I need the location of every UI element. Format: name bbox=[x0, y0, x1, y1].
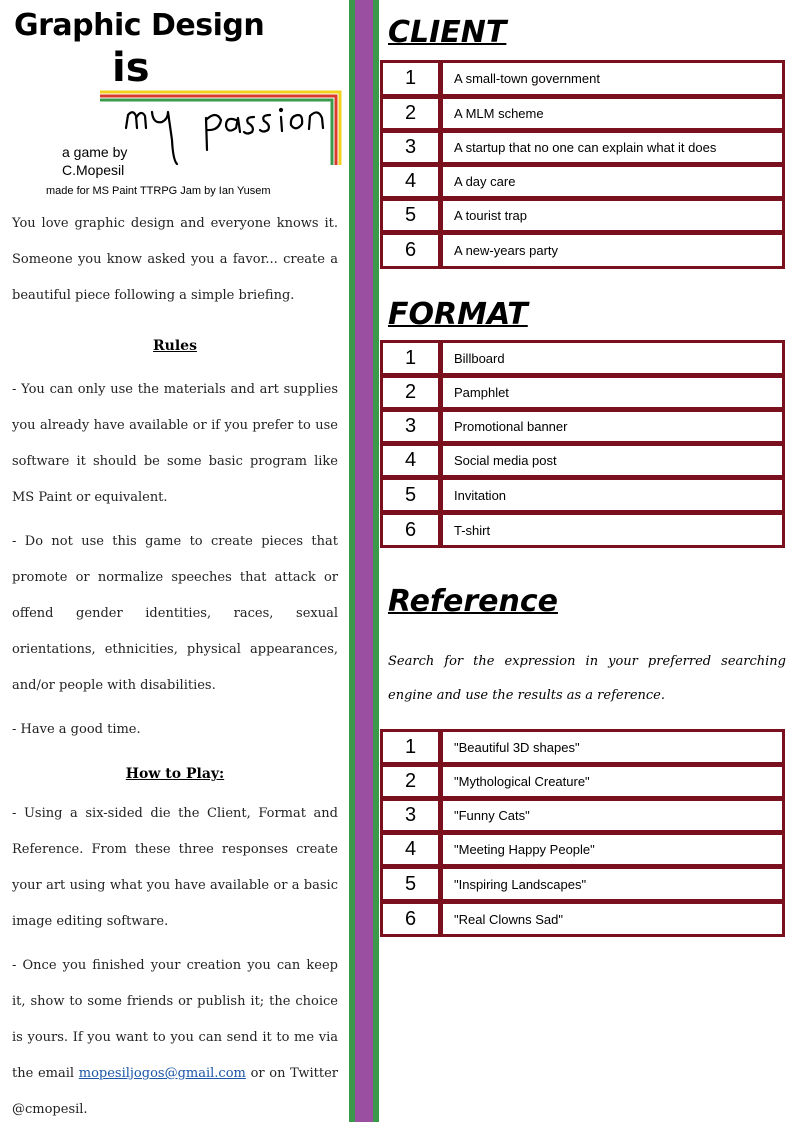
table-cell: A day care bbox=[443, 167, 782, 196]
table-cell: A small-town government bbox=[443, 63, 782, 94]
roll-number: 6 bbox=[383, 904, 438, 934]
rule-item: - Have a good time. bbox=[12, 722, 141, 737]
left-column bbox=[0, 0, 348, 1122]
table-cell: Invitation bbox=[443, 480, 782, 510]
divider-green-bar bbox=[373, 0, 379, 1122]
author-name: C.Mopesil bbox=[62, 162, 125, 178]
table-row bbox=[383, 767, 782, 796]
deco-green-line bbox=[100, 100, 332, 165]
table-cell: Promotional banner bbox=[443, 412, 782, 441]
reference-title: Reference bbox=[388, 584, 558, 619]
table-row bbox=[383, 446, 782, 475]
table-cell: Social media post bbox=[443, 446, 782, 475]
intro-paragraph: You love graphic design and everyone knows it. Someone you know asked you a favor... create a beautiful piece following a simple briefing. bbox=[12, 216, 338, 303]
table-row bbox=[383, 515, 782, 545]
roll-number: 6 bbox=[383, 235, 438, 266]
table-cell: "Real Clowns Sad" bbox=[443, 904, 782, 934]
deco-yellow-line bbox=[100, 92, 340, 165]
client-table bbox=[380, 60, 785, 269]
roll-number: 4 bbox=[383, 167, 438, 196]
table-cell: "Beautiful 3D shapes" bbox=[443, 732, 782, 762]
table-row bbox=[383, 343, 782, 373]
table-cell: A startup that no one can explain what it does bbox=[443, 133, 782, 162]
roll-number: 1 bbox=[383, 732, 438, 762]
table-row bbox=[383, 480, 782, 510]
roll-number: 2 bbox=[383, 99, 438, 128]
roll-number: 2 bbox=[383, 767, 438, 796]
reference-intro: Search for the expression in your preferred searching engine and use the results as a reference. bbox=[388, 654, 786, 703]
roll-number: 5 bbox=[383, 869, 438, 899]
format-table bbox=[380, 340, 785, 548]
table-cell: "Meeting Happy People" bbox=[443, 835, 782, 864]
deco-red-line bbox=[100, 96, 336, 165]
table-cell: A tourist trap bbox=[443, 201, 782, 230]
how-to-play-heading: How to Play: bbox=[125, 766, 225, 782]
byline-label: a game by bbox=[62, 144, 128, 160]
roll-number: 3 bbox=[383, 412, 438, 441]
table-row bbox=[383, 835, 782, 864]
roll-number: 1 bbox=[383, 343, 438, 373]
table-cell: T-shirt bbox=[443, 515, 782, 545]
format-title: FORMAT bbox=[388, 297, 528, 332]
title-is: is bbox=[112, 45, 150, 91]
table-cell: Billboard bbox=[443, 343, 782, 373]
table-cell: Pamphlet bbox=[443, 378, 782, 407]
client-title: CLIENT bbox=[388, 15, 507, 50]
email-link[interactable]: mopesiljogos@gmail.com bbox=[78, 1066, 246, 1081]
table-row bbox=[383, 378, 782, 407]
title-decoration bbox=[0, 0, 348, 200]
roll-number: 5 bbox=[383, 480, 438, 510]
how-to-play-step bbox=[12, 948, 338, 1128]
table-row bbox=[383, 801, 782, 830]
table-row bbox=[383, 412, 782, 441]
table-row bbox=[383, 99, 782, 128]
table-row bbox=[383, 869, 782, 899]
rule-item: - Do not use this game to create pieces that promote or normalize speeches that attack or offend gender identities, races, sexual orientations, ethnicities, physical appearances, and/or people with disabilities. bbox=[12, 534, 338, 693]
roll-number: 3 bbox=[383, 801, 438, 830]
byline bbox=[62, 143, 127, 179]
page-title: Graphic Design bbox=[14, 8, 265, 43]
made-for-credit: made for MS Paint TTRPG Jam by Ian Yusem bbox=[46, 185, 271, 197]
roll-number: 3 bbox=[383, 133, 438, 162]
handwritten-my-passion bbox=[126, 109, 323, 164]
table-row bbox=[383, 235, 782, 266]
roll-number: 1 bbox=[383, 63, 438, 94]
roll-number: 4 bbox=[383, 446, 438, 475]
step-text: - Once you finished your creation you can keep it, show to some friends or publish it; the choice is yours. If you want to you can send it to me via the email bbox=[12, 958, 338, 1081]
how-to-play-step: - Using a six-sided die the Client, Format and Reference. From these three responses create your art using what you have available or a basic image editing software. bbox=[12, 806, 338, 929]
table-row bbox=[383, 133, 782, 162]
table-row bbox=[383, 167, 782, 196]
table-cell: A new-years party bbox=[443, 235, 782, 266]
table-cell: "Inspiring Landscapes" bbox=[443, 869, 782, 899]
table-cell: "Funny Cats" bbox=[443, 801, 782, 830]
table-row bbox=[383, 201, 782, 230]
table-row bbox=[383, 732, 782, 762]
roll-number: 2 bbox=[383, 378, 438, 407]
table-row bbox=[383, 904, 782, 934]
table-cell: "Mythological Creature" bbox=[443, 767, 782, 796]
roll-number: 5 bbox=[383, 201, 438, 230]
table-row bbox=[383, 63, 782, 94]
rules-heading: Rules bbox=[153, 338, 197, 354]
table-cell: A MLM scheme bbox=[443, 99, 782, 128]
divider-purple-bar bbox=[355, 0, 373, 1122]
reference-table bbox=[380, 729, 785, 937]
step-text: or on Twitter @cmopesil. bbox=[12, 1066, 339, 1117]
roll-number: 4 bbox=[383, 835, 438, 864]
roll-number: 6 bbox=[383, 515, 438, 545]
rule-item: - You can only use the materials and art supplies you already have available or if you prefer to use software it should be some basic program like MS Paint or equivalent. bbox=[12, 382, 338, 505]
